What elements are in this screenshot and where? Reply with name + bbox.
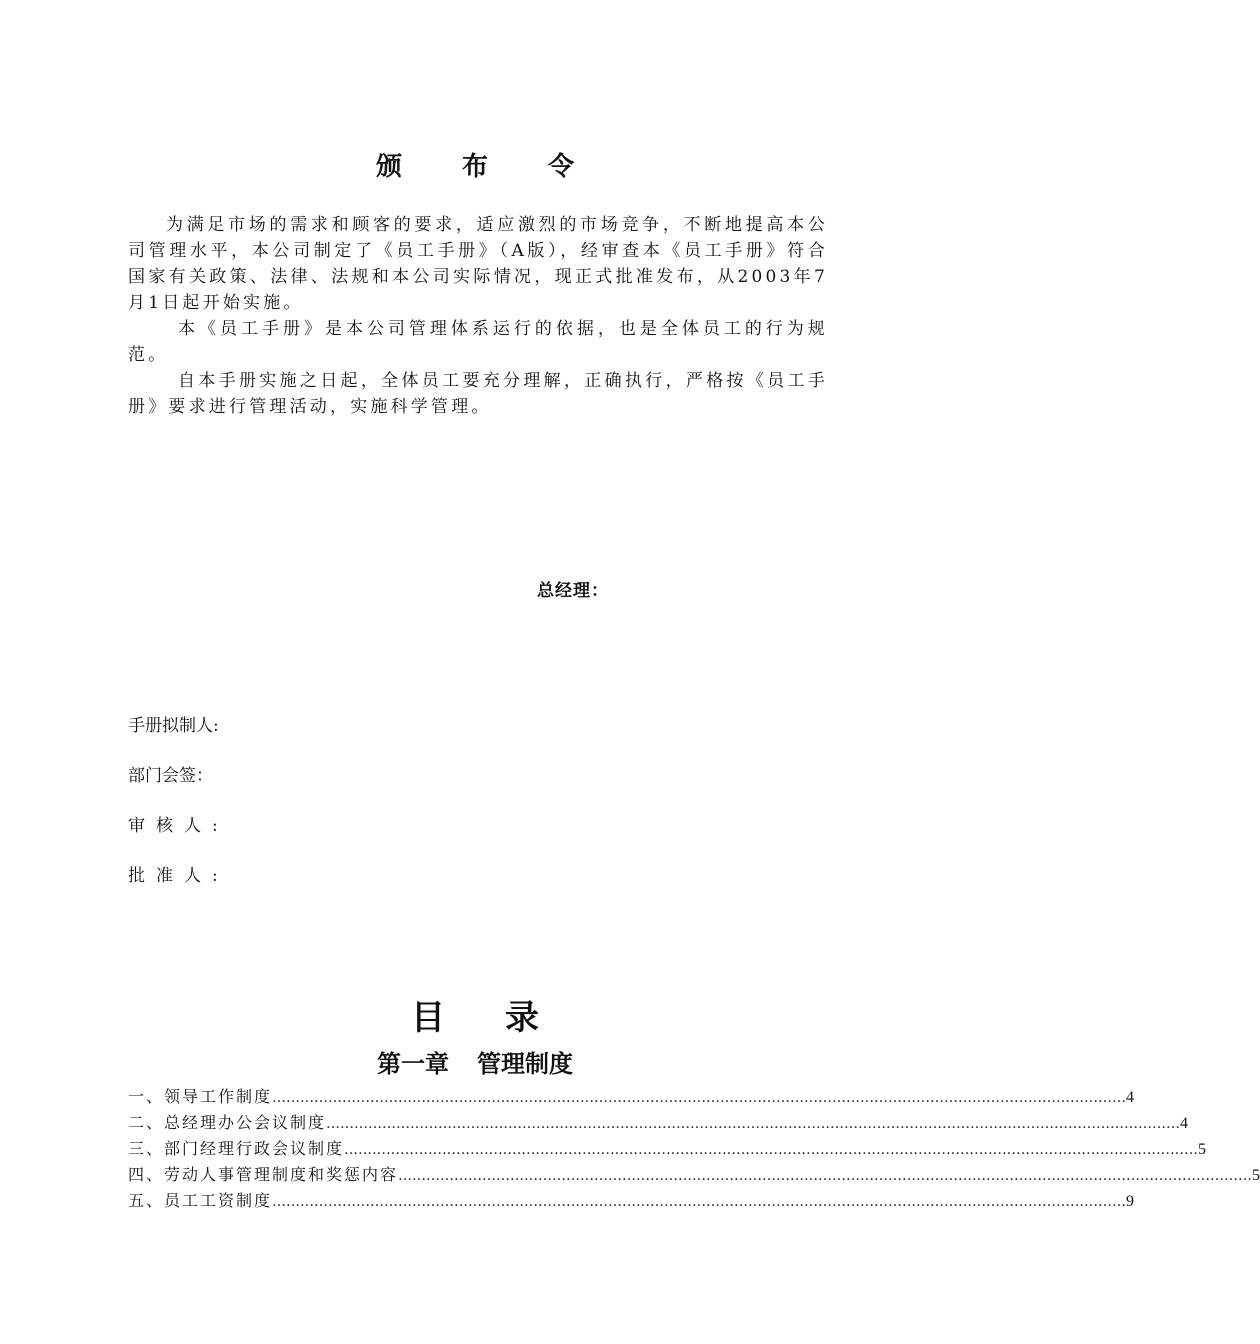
- toc-dot-leader: …………………………………………………………………………………………………………………………………………………………………: [272, 1194, 1127, 1210]
- toc-page-number: 5: [1198, 1141, 1207, 1158]
- toc-item[interactable]: [128, 1162, 1260, 1188]
- toc-page-number: 5: [1252, 1167, 1260, 1184]
- general-manager-label: 总经理：: [537, 581, 609, 601]
- decree-title: 颁布令: [375, 152, 634, 182]
- decree-paragraph-1: 为满足市场的需求和顾客的要求，适应激烈的市场竞争，不断地提高本公司管理水平，本公司制定了《员工手册》（A版），经审查本《员工手册》符合国家有关政策、法律、法规和本公司实际情况，现正式批准发布，从2003年7月1日起开始实施。: [128, 215, 828, 313]
- decree-paragraph-3: 自本手册实施之日起，全体员工要充分理解，正确执行，严格按《员工手册》要求进行管理活动，实施科学管理。: [128, 371, 828, 417]
- toc-item[interactable]: [128, 1188, 1135, 1214]
- toc-item[interactable]: [128, 1084, 1135, 1110]
- chapter-number: 第一章: [377, 1050, 449, 1078]
- signature-block: [128, 713, 229, 913]
- decree-paragraph-2: 本《员工手册》是本公司管理体系运行的依据，也是全体员工的行为规范。: [128, 319, 828, 365]
- reviewer-label: 审核人:: [128, 816, 229, 836]
- toc-item[interactable]: [128, 1110, 1189, 1136]
- toc-title: 目录: [411, 998, 599, 1038]
- toc-page-number: 4: [1126, 1089, 1135, 1106]
- toc-page-number: 4: [1180, 1115, 1189, 1132]
- chapter-title: [0, 1044, 950, 1079]
- toc-item-label: 五、员工工资制度: [128, 1191, 273, 1210]
- toc-dot-leader: …………………………………………………………………………………………………………………………………………………………………: [344, 1142, 1199, 1158]
- toc-item-label: 四、劳动人事管理制度和奖惩内容: [128, 1165, 399, 1184]
- toc-item-label: 三、部门经理行政会议制度: [128, 1139, 345, 1158]
- toc-item[interactable]: [128, 1136, 1207, 1162]
- chapter-name: 管理制度: [477, 1050, 573, 1078]
- toc-list: [128, 1084, 1260, 1214]
- toc-page-number: 9: [1126, 1193, 1135, 1210]
- toc-dot-leader: …………………………………………………………………………………………………………………………………………………………………: [326, 1116, 1181, 1132]
- approver-label: 批准人:: [128, 866, 229, 886]
- toc-item-label: 二、总经理办公会议制度: [128, 1113, 327, 1132]
- toc-dot-leader: …………………………………………………………………………………………………………………………………………………………………: [398, 1168, 1253, 1184]
- toc-dot-leader: …………………………………………………………………………………………………………………………………………………………………: [272, 1090, 1127, 1106]
- department-signoff-label: 部门会签：: [128, 766, 213, 786]
- decree-body: [128, 212, 828, 420]
- drafter-label: 手册拟制人:: [128, 716, 219, 736]
- toc-item-label: 一、领导工作制度: [128, 1087, 273, 1106]
